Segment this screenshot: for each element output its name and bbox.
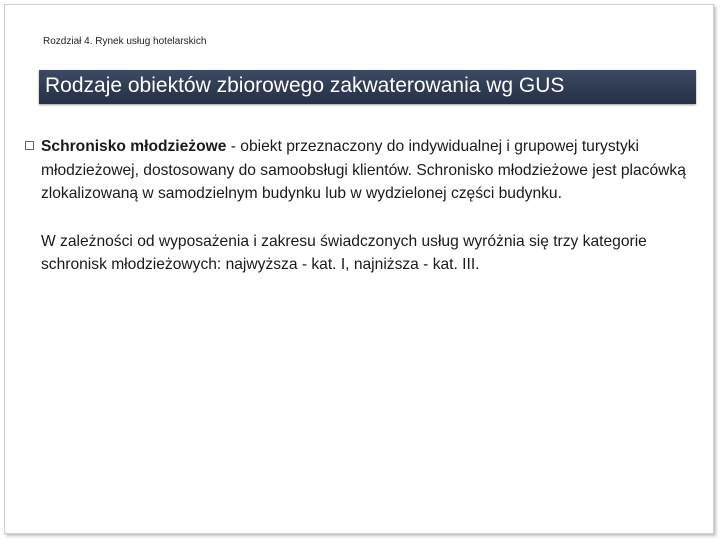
- title-bar: [39, 70, 696, 104]
- chapter-label: Rozdział 4. Rynek usług hotelarskich: [43, 36, 207, 47]
- slide-frame: [4, 4, 714, 534]
- slide-title: Rodzaje obiektów zbiorowego zakwaterowania wg GUS: [45, 74, 565, 97]
- slide-content: [25, 135, 695, 277]
- square-bullet-icon: [25, 141, 34, 150]
- bullet-term: Schronisko młodzieżowe: [41, 138, 227, 155]
- paragraph-categories: W zależności od wyposażenia i zakresu świadczonych usług wyróżnia się trzy kategorie schronisk młodzieżowych: najwyższa - kat. I, najniższa - kat. III.: [41, 232, 647, 273]
- bullet-item: [25, 135, 695, 206]
- bullet-definition: - obiekt przeznaczony do indywidualnej i grupowej turystyki młodzieżowej, dostosowany do samoobsługi klientów. Schronisko młodzieżowe jest placówką zlokalizowaną w samodzielnym budynku lub w wydzielonej części budynku.: [41, 138, 686, 202]
